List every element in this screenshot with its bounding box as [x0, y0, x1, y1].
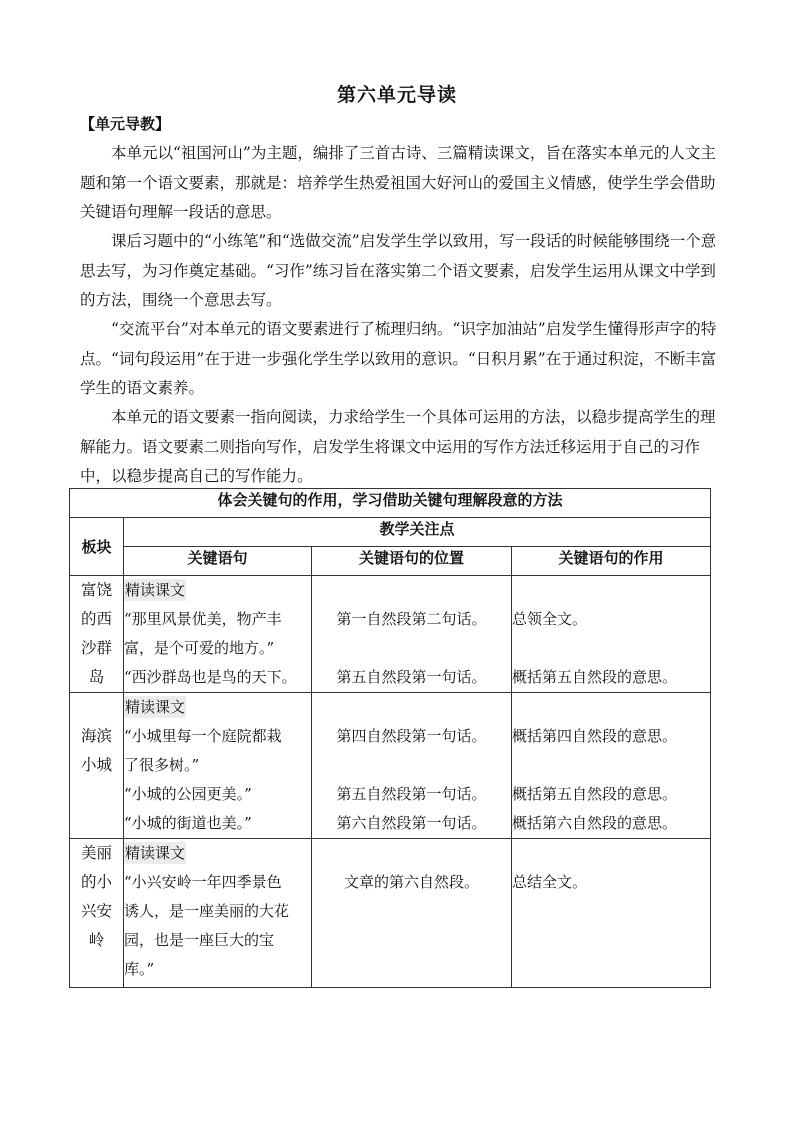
intro-paragraph-3: “交流平台”对本单元的语文要素进行了梳理归纳。“识字加油站”启发学生懂得形声字的特点。“词句段运用”在于进一步强化学生学以致用的意识。“日积月累”在于通过积淀，不断丰富学生的语文素养。 — [80, 320, 717, 397]
key-sentence-cell — [124, 693, 312, 839]
focus-header: 教学关注点 — [124, 518, 711, 547]
board-cell — [70, 839, 124, 988]
board-header: 板块 — [70, 518, 124, 576]
intro-paragraph-1: 本单元以“祖国河山”为主题，编排了三首古诗、三篇精读课文，旨在落实本单元的人文主题和第一个语文要素，那就是：培养学生热爱祖国大好河山的爱国主义情感，使学生学会借助关键语句理解一段话的意思。 — [80, 144, 716, 221]
lesson-tag: 精读课文 — [125, 698, 186, 716]
role-text: 概括第四自然段的意思。 — [512, 727, 678, 745]
position-text: 第五自然段第一句话。 — [336, 668, 487, 686]
quote-line: 诱人，是一座美丽的大花 — [124, 902, 290, 920]
role-text: 概括第六自然段的意思。 — [512, 814, 678, 832]
position-text: 文章的第六自然段。 — [343, 873, 479, 891]
intro-paragraph-2: 课后习题中的“小练笔”和“选做交流”启发学生学以致用，写一段话的时候能够围绕一个意思去写，为习作奠定基础。“习作”练习旨在落实第二个语文要素，启发学生运用从课文中学到的方法，围绕一个意思去写。 — [80, 232, 717, 309]
position-cell — [312, 576, 512, 693]
key-sentence-cell — [124, 576, 312, 693]
table-row — [70, 839, 711, 988]
board-text: 兴安 — [80, 902, 112, 920]
board-text: 海滨 — [80, 727, 112, 745]
role-cell — [512, 693, 711, 839]
position-text: 第六自然段第一句话。 — [336, 814, 487, 832]
quote-line: 富，是个可爱的地方。” — [124, 639, 275, 657]
position-cell — [312, 839, 512, 988]
board-cell — [70, 693, 124, 839]
key-sentence-cell — [124, 839, 312, 988]
quote-line: 了很多树。” — [124, 756, 200, 774]
table-caption: 体会关键句的作用，学习借助关键句理解段意的方法 — [70, 489, 711, 518]
position-text: 第一自然段第二句话。 — [336, 610, 487, 628]
role-text: 总结全文。 — [512, 873, 588, 891]
col-header-role: 关键语句的作用 — [512, 547, 711, 576]
teaching-focus-table — [69, 488, 711, 988]
role-text: 总领全文。 — [512, 610, 588, 628]
quote-line: “西沙群岛也是鸟的天下。 — [124, 668, 297, 686]
quote-line: 库。” — [124, 960, 155, 978]
role-text: 概括第五自然段的意思。 — [512, 785, 678, 803]
lesson-tag: 精读课文 — [125, 581, 186, 599]
board-cell — [70, 576, 124, 693]
board-text: 的小 — [80, 873, 112, 891]
intro-paragraph-4: 本单元的语文要素一指向阅读，力求给学生一个具体可运用的方法，以稳步提高学生的理解能力。语文要素二则指向写作，启发学生将课文中运用的写作方法迁移运用于自己的习作中，以稳步提高自己的写作能力。 — [80, 408, 716, 485]
role-cell — [512, 839, 711, 988]
position-text: 第五自然段第一句话。 — [336, 785, 487, 803]
board-text: 美丽 — [80, 844, 112, 862]
quote-line: “小城的公园更美。” — [124, 785, 252, 803]
board-text: 沙群 — [80, 639, 112, 657]
quote-line: “小兴安岭一年四季景色 — [124, 873, 282, 891]
quote-line: “那里风景优美，物产丰 — [124, 610, 282, 628]
table-row — [70, 693, 711, 839]
table-row — [70, 576, 711, 693]
quote-line: “小城的街道也美。” — [124, 814, 252, 832]
board-text: 岭 — [88, 931, 105, 949]
board-text: 的西 — [80, 610, 112, 628]
col-header-position: 关键语句的位置 — [312, 547, 512, 576]
board-text: 富饶 — [80, 581, 112, 599]
col-header-key-sentence: 关键语句 — [124, 547, 312, 576]
role-cell — [512, 576, 711, 693]
board-text: 小城 — [80, 756, 112, 774]
quote-line: 园，也是一座巨大的宝 — [124, 931, 275, 949]
quote-line: “小城里每一个庭院都栽 — [124, 727, 282, 745]
section-heading: 【单元导教】 — [80, 115, 171, 133]
position-cell — [312, 693, 512, 839]
role-text: 概括第五自然段的意思。 — [512, 668, 678, 686]
board-text: 岛 — [88, 668, 105, 686]
page-title: 第六单元导读 — [336, 84, 457, 106]
lesson-tag: 精读课文 — [125, 844, 186, 862]
position-text: 第四自然段第一句话。 — [336, 727, 487, 745]
